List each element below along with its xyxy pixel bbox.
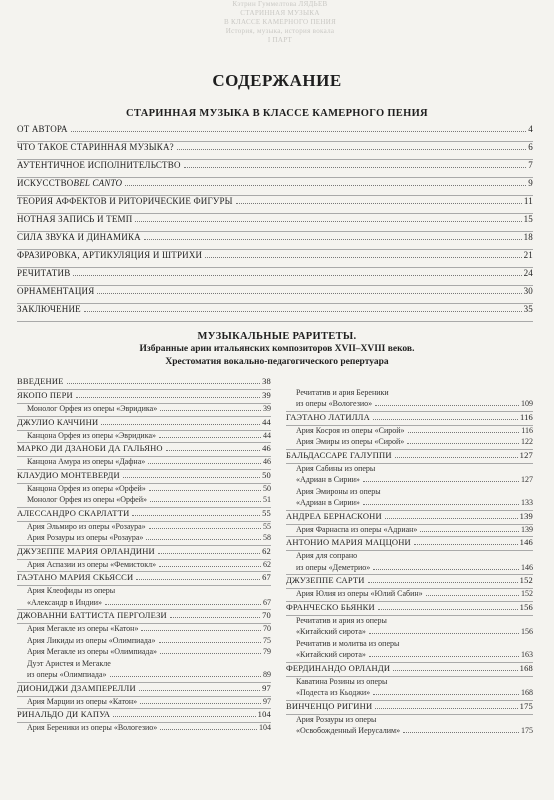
composer-entry[interactable]: [286, 602, 533, 616]
composer-name: ДЖОВАННИ БАТТИСТА ПЕРГОЛЕЗИ: [17, 610, 167, 620]
dot-leader: [403, 732, 519, 733]
toc-entry-title: РЕЧИТАТИВ: [17, 268, 71, 278]
entry-page: 104: [257, 709, 271, 719]
work-title: Монолог Орфея из оперы «Эвридика»: [27, 404, 158, 413]
toc-entry-page: 7: [528, 160, 533, 170]
work-entry[interactable]: [17, 697, 271, 710]
composer-entry[interactable]: [17, 470, 271, 484]
composer-name: ДЖУЛИО КАЧЧИНИ: [17, 416, 99, 427]
entry-page: 97: [263, 696, 271, 706]
work-entry[interactable]: [286, 589, 533, 602]
dot-leader: [149, 490, 261, 491]
dot-leader: [395, 457, 518, 458]
dot-leader: [136, 579, 260, 580]
entry-page: 62: [262, 545, 271, 556]
entry-page: 168: [521, 688, 533, 697]
work-title: из оперы «Деметрио»: [296, 562, 371, 572]
toc-entry[interactable]: [17, 304, 533, 322]
toc-entry-page: 24: [523, 268, 533, 278]
entry-page: 139: [521, 524, 533, 534]
composer-entry[interactable]: [286, 537, 533, 551]
composer-entry[interactable]: [286, 511, 533, 525]
work-entry[interactable]: [17, 457, 271, 470]
work-entry[interactable]: [17, 670, 271, 683]
composer-entry[interactable]: [286, 663, 533, 677]
work-title: Ария Марции из оперы «Катон»: [27, 696, 138, 706]
composer-name: МАРКО ДИ ДЗАНОБИ ДА ГАЛЬЯНО: [17, 443, 163, 453]
entry-page: 146: [519, 537, 533, 547]
toc-left-column: [17, 376, 271, 735]
composer-entry[interactable]: [17, 390, 271, 404]
toc-entry-page: 6: [528, 142, 533, 152]
toc-entry-page: 35: [523, 304, 533, 314]
toc-entry-title: ЧТО ТАКОЕ СТАРИННАЯ МУЗЫКА?: [17, 142, 174, 152]
toc-entry-title: ОРНАМЕНТАЦИЯ: [17, 286, 95, 296]
work-title: «Адриан в Сирии»: [296, 475, 360, 484]
entry-page: 62: [263, 559, 271, 569]
work-title: Дуэт Аристея и Мегакле: [27, 658, 111, 668]
dot-leader: [166, 450, 260, 451]
part-two-subtitle-2: Хрестоматия вокально-педагогического репертуара: [165, 357, 389, 367]
entry-page: 67: [263, 597, 271, 607]
dot-leader: [420, 531, 519, 532]
dot-leader: [363, 481, 519, 482]
dot-leader: [378, 609, 518, 610]
work-entry[interactable]: [17, 431, 271, 444]
composer-name: БАЛЬДАССАРЕ ГАЛУППИ: [286, 449, 392, 460]
work-title: Ария Эмиры из оперы «Сирой»: [296, 437, 405, 446]
composer-name: ГАЭТАНО МАРИЯ СКЬЯССИ: [17, 572, 134, 582]
entry-page: 127: [521, 475, 533, 484]
entry-page: 70: [263, 624, 271, 633]
dot-leader: [236, 203, 522, 204]
entry-page: 51: [263, 495, 271, 504]
work-entry[interactable]: [286, 475, 533, 487]
work-title: Ария Эльмиро из оперы «Розаура»: [27, 521, 146, 531]
dot-leader: [159, 566, 261, 567]
dot-leader: [105, 604, 261, 605]
dot-leader: [139, 690, 260, 691]
dot-leader: [205, 257, 521, 258]
entry-page: 46: [262, 443, 271, 453]
composer-entry[interactable]: [17, 417, 271, 431]
dot-leader: [158, 553, 260, 554]
dot-leader: [113, 716, 255, 717]
composer-name: ФРАНЧЕСКО БЬЯНКИ: [286, 601, 375, 612]
toc-entry-title: ИСКУССТВО: [17, 178, 74, 188]
toc-entry[interactable]: [17, 250, 533, 268]
entry-page: 75: [263, 635, 271, 645]
toc-entry[interactable]: [17, 124, 533, 142]
work-title: Ария Мегакле из оперы «Катон»: [27, 624, 139, 633]
dot-leader: [375, 708, 517, 709]
dot-leader: [159, 642, 261, 643]
work-title: Ария Юлия из оперы «Юлий Сабин»: [296, 589, 423, 598]
toc-entry-page: 15: [523, 214, 533, 224]
part-two-heading-block: [0, 330, 554, 369]
entry-page: 67: [262, 572, 271, 582]
work-title: «Адриан в Сирии»: [296, 498, 360, 507]
composer-entry[interactable]: [286, 412, 533, 426]
work-entry[interactable]: [17, 404, 271, 417]
entry-page: 127: [519, 449, 533, 460]
composer-entry[interactable]: [286, 701, 533, 715]
composer-entry[interactable]: [17, 683, 271, 697]
dot-leader: [160, 729, 257, 730]
dot-leader: [160, 410, 261, 411]
entry-page: 97: [262, 682, 271, 693]
work-entry[interactable]: [286, 498, 533, 511]
dot-leader: [135, 221, 521, 222]
entry-page: 116: [521, 425, 533, 435]
dot-leader: [373, 694, 519, 695]
part-two-subtitle: Избранные арии итальянских композиторов XVII–XVIII веков.: [139, 344, 415, 354]
work-title: Речитатив и молитва из оперы: [296, 638, 400, 648]
entry-page: 163: [521, 650, 533, 659]
composer-name: КЛАУДИО МОНТЕВЕРДИ: [17, 469, 120, 480]
work-entry[interactable]: [286, 563, 533, 576]
toc-entry[interactable]: [17, 214, 533, 232]
entry-page: 133: [521, 498, 533, 507]
composer-entry[interactable]: [17, 376, 271, 390]
dot-leader: [414, 544, 518, 545]
composer-name: АНТОНИО МАРИЯ МАЦЦОНИ: [286, 537, 411, 547]
entry-page: 104: [259, 723, 271, 732]
entry-page: 89: [263, 670, 271, 679]
work-entry[interactable]: [286, 376, 533, 388]
composer-name: ДИОНИДЖИ ДЗАМПЕРЕЛЛИ: [17, 682, 136, 693]
toc-entry-title: ТЕОРИЯ АФФЕКТОВ И РИТОРИЧЕСКИЕ ФИГУРЫ: [17, 196, 233, 206]
work-title: Ария Ликиды из оперы «Олимпиада»: [27, 635, 156, 645]
toc-entry-title: АУТЕНТИЧНОЕ ИСПОЛНИТЕЛЬСТВО: [17, 160, 181, 170]
entry-page: 55: [262, 507, 271, 518]
entry-page: 50: [263, 483, 271, 493]
work-entry[interactable]: [17, 484, 271, 496]
toc-entry[interactable]: [17, 232, 533, 250]
work-entry[interactable]: [286, 616, 533, 628]
part-one-toc: [17, 124, 533, 322]
work-entry[interactable]: [17, 522, 271, 534]
work-title: Канцона Амура из оперы «Дафна»: [27, 457, 146, 466]
dot-leader: [368, 582, 518, 583]
work-title: из оперы «Вологезио»: [296, 399, 373, 408]
entry-page: 122: [521, 437, 533, 446]
work-entry[interactable]: [286, 677, 533, 689]
toc-entry[interactable]: [17, 178, 533, 196]
composer-entry[interactable]: [17, 508, 271, 522]
dot-leader: [101, 424, 260, 425]
entry-page: 39: [262, 390, 271, 400]
work-entry[interactable]: [17, 659, 271, 671]
composer-name: ВВЕДЕНИЕ: [17, 376, 64, 386]
dot-leader: [426, 595, 519, 596]
toc-entry-page: 18: [523, 232, 533, 242]
work-title: Ария Клеофиды из оперы: [27, 586, 116, 595]
composer-entry[interactable]: [286, 575, 533, 589]
work-entry[interactable]: [286, 688, 533, 701]
work-title: Речитатив и ария Береники: [296, 387, 389, 397]
work-entry[interactable]: [17, 560, 271, 573]
work-entry[interactable]: [17, 723, 271, 735]
work-title: Ария Мегакле из оперы «Олимпиада»: [27, 647, 158, 656]
toc-entry-page: 30: [523, 286, 533, 296]
composer-name: ФЕРДИНАНДО ОРЛАНДИ: [286, 662, 391, 673]
entry-page: 79: [263, 647, 271, 656]
dot-leader: [160, 653, 261, 654]
work-entry[interactable]: [286, 399, 533, 412]
entry-page: 152: [519, 575, 533, 585]
dot-leader: [132, 515, 260, 516]
dot-leader: [146, 539, 261, 540]
entry-page: 44: [263, 430, 271, 440]
work-title: Канцона Орфея из оперы «Орфей»: [27, 483, 146, 493]
dot-leader: [123, 477, 260, 478]
entry-page: 109: [521, 399, 533, 408]
composer-entry[interactable]: [17, 546, 271, 560]
dot-leader: [170, 617, 260, 618]
work-entry[interactable]: [286, 525, 533, 538]
entry-page: 55: [263, 521, 271, 531]
dot-leader: [177, 149, 526, 150]
toc-entry[interactable]: [17, 160, 533, 178]
dot-leader: [144, 239, 522, 240]
work-title: Ария Береники из оперы «Вологезио»: [27, 723, 158, 732]
dot-leader: [140, 703, 261, 704]
composer-entry[interactable]: [17, 610, 271, 624]
dot-leader: [125, 185, 526, 186]
work-title: из оперы «Олимпиада»: [27, 670, 107, 679]
work-entry[interactable]: [286, 551, 533, 563]
composer-name: ДЖУЗЕППЕ МАРИЯ ОРЛАНДИНИ: [17, 545, 155, 556]
dot-leader: [67, 383, 261, 384]
entry-page: 39: [263, 404, 271, 413]
dot-leader: [385, 518, 518, 519]
dot-leader: [148, 463, 261, 464]
toc-entry-title: ЗАКЛЮЧЕНИЕ: [17, 304, 81, 314]
composer-name: ВИНЧЕНЦО РИГИНИ: [286, 700, 373, 711]
work-title: Ария Сабины из оперы: [296, 463, 376, 473]
toc-entry-page: 4: [528, 124, 533, 134]
toc-entry-page: 21: [523, 250, 533, 260]
composer-name: ЯКОПО ПЕРИ: [17, 390, 73, 400]
composer-entry[interactable]: [17, 572, 271, 586]
entry-page: 139: [519, 510, 533, 521]
composer-name: АНДРЕА БЕРНАСКОНИ: [286, 510, 382, 521]
work-title: «Александр в Индии»: [27, 597, 103, 607]
work-title: Ария Розауры из оперы: [296, 714, 377, 724]
work-entry[interactable]: [17, 598, 271, 611]
entry-page: 70: [262, 610, 271, 620]
work-entry[interactable]: [17, 586, 271, 598]
part-one-heading: СТАРИННАЯ МУЗЫКА В КЛАССЕ КАМЕРНОГО ПЕНИЯ: [126, 108, 428, 119]
work-entry[interactable]: [17, 624, 271, 636]
dot-leader: [76, 397, 260, 398]
work-title: Каватина Розины из оперы: [296, 676, 388, 686]
dot-leader: [71, 131, 527, 132]
composer-name: АЛЕССАНДРО СКАРЛАТТИ: [17, 507, 130, 518]
entry-page: 168: [519, 662, 533, 673]
part-two-heading: МУЗЫКАЛЬНЫЕ РАРИТЕТЫ.: [197, 331, 357, 342]
page-title: СОДЕРЖАНИЕ: [212, 71, 342, 90]
work-entry[interactable]: [286, 487, 533, 499]
work-entry[interactable]: [286, 464, 533, 476]
toc-entry-title: ОТ АВТОРА: [17, 124, 68, 134]
composer-entry[interactable]: [17, 709, 271, 723]
toc-entry[interactable]: [17, 142, 533, 160]
dot-leader: [159, 437, 261, 438]
work-entry[interactable]: [286, 388, 533, 400]
entry-page: 156: [519, 601, 533, 612]
work-entry[interactable]: [17, 495, 271, 508]
work-entry[interactable]: [286, 426, 533, 438]
dot-leader: [110, 676, 262, 677]
work-title: «Подеста из Кьоджи»: [296, 688, 371, 697]
toc-entry-page: 9: [528, 178, 533, 188]
entry-page: 38: [262, 376, 271, 386]
toc-entry-title: НОТНАЯ ЗАПИСЬ И ТЕМП: [17, 214, 133, 224]
work-title: Ария Эмироны из оперы: [296, 486, 381, 496]
dot-leader: [393, 670, 517, 671]
work-entry[interactable]: [286, 639, 533, 651]
work-entry[interactable]: [17, 647, 271, 659]
entry-page: 46: [263, 457, 271, 466]
show-through-text: Кэтрин Гуммелтова ЛЯДЬЕВ СТАРИННАЯ МУЗЫКА В КЛАССЕ КАМЕРНОГО ПЕНИЯ История, музыка, история вокала I ПАРТ: [223, 0, 337, 44]
dot-leader: [373, 569, 519, 570]
entry-page: 58: [263, 533, 271, 542]
work-entry[interactable]: [286, 627, 533, 639]
work-title: Монолог Орфея из оперы «Орфей»: [27, 495, 147, 504]
dot-leader: [149, 528, 261, 529]
work-title: Ария Фарнаспа из оперы «Адриан»: [296, 524, 418, 534]
toc-entry-title: ФРАЗИРОВКА, АРТИКУЛЯЦИЯ И ШТРИХИ: [17, 250, 203, 260]
work-title: Канцона Орфея из оперы «Эвридика»: [27, 430, 157, 440]
toc-entry-title: СИЛА ЗВУКА И ДИНАМИКА: [17, 232, 141, 242]
composer-name: РИНАЛЬДО ДИ КАПУА: [17, 709, 111, 719]
dot-leader: [150, 501, 261, 502]
entry-page: 175: [521, 726, 533, 735]
work-entry[interactable]: [286, 650, 533, 663]
entry-page: 152: [521, 589, 533, 598]
work-title: Ария Косроя из оперы «Сирой»: [296, 425, 405, 435]
composer-name: ГАЭТАНО ЛАТИЛЛА: [286, 411, 370, 422]
composer-name: ДЖУЗЕППЕ САРТИ: [286, 575, 365, 585]
toc-entry[interactable]: [17, 286, 533, 304]
work-entry[interactable]: [286, 726, 533, 738]
dot-leader: [375, 405, 519, 406]
dot-leader: [73, 275, 521, 276]
composer-entry[interactable]: [286, 450, 533, 464]
work-title: Ария Розауры из оперы «Розаура»: [27, 533, 144, 542]
toc-right-column: [286, 376, 533, 738]
dot-leader: [84, 311, 522, 312]
entry-page: 44: [262, 416, 271, 427]
entry-page: 175: [519, 700, 533, 711]
work-title: «Китайский сирота»: [296, 650, 366, 659]
work-entry[interactable]: [286, 437, 533, 450]
work-entry[interactable]: [17, 533, 271, 546]
composer-entry[interactable]: [17, 443, 271, 457]
toc-entry-title-italic: BEL CANTO: [73, 178, 123, 188]
work-entry[interactable]: [286, 715, 533, 727]
work-title: «Китайский сирота»: [296, 627, 366, 636]
work-title: Ария Аспазии из оперы «Фемистокл»: [27, 559, 157, 569]
dot-leader: [369, 656, 519, 657]
entry-page: 156: [521, 627, 533, 636]
dot-leader: [408, 432, 520, 433]
dot-leader: [407, 443, 519, 444]
toc-entry[interactable]: [17, 196, 533, 214]
entry-page: 50: [262, 469, 271, 480]
dot-leader: [373, 419, 518, 420]
dot-leader: [363, 504, 519, 505]
work-title: Речитатив и ария из оперы: [296, 615, 387, 625]
dot-leader: [97, 293, 521, 294]
work-entry[interactable]: [17, 636, 271, 648]
toc-entry-page: 11: [523, 196, 533, 206]
entry-page: 146: [521, 562, 533, 572]
entry-page: 116: [519, 411, 533, 422]
dot-leader: [141, 630, 261, 631]
dot-leader: [369, 633, 519, 634]
toc-entry[interactable]: [17, 268, 533, 286]
work-title: «Освобожденный Иерусалим»: [296, 726, 401, 735]
dot-leader: [184, 167, 527, 168]
work-title: Ария для сопрано: [296, 551, 358, 560]
